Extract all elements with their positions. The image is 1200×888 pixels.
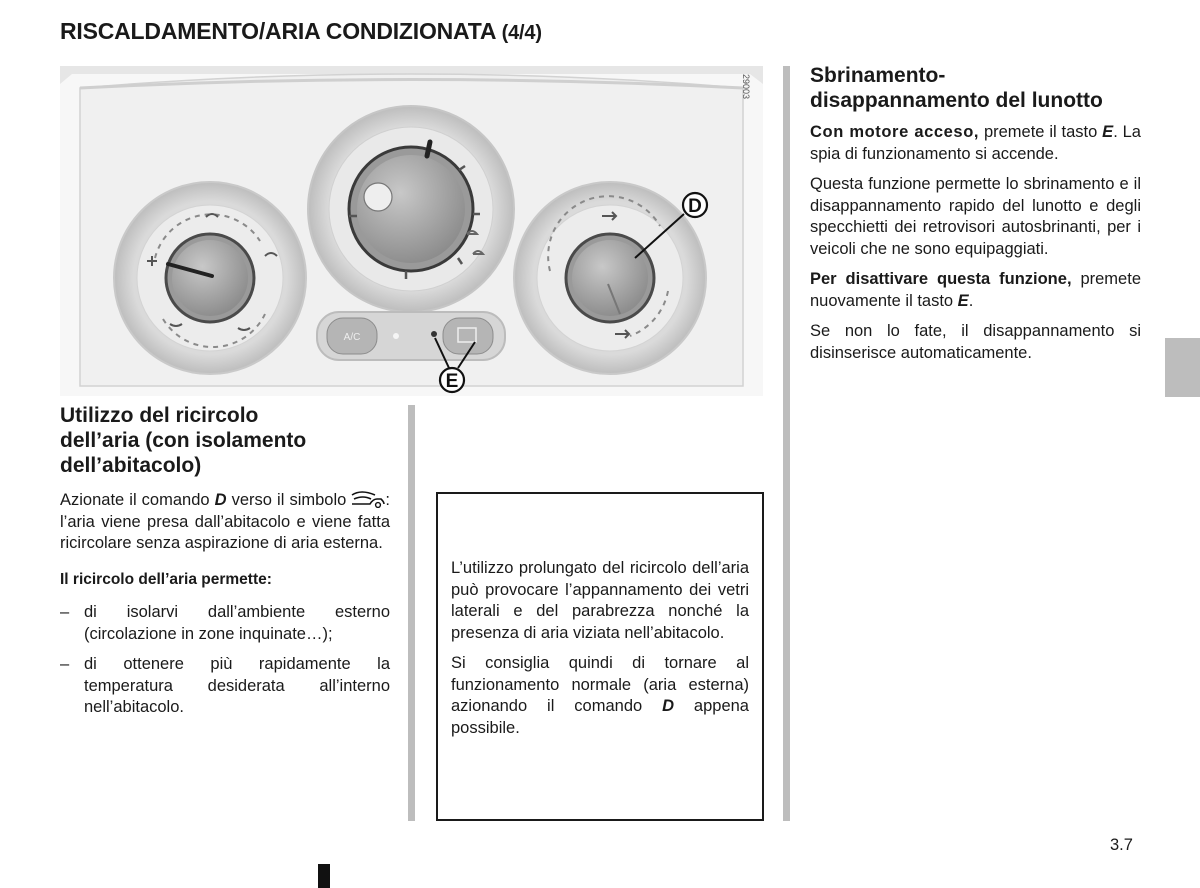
defrost-heading-line: disappannamento del lunotto: [810, 89, 1103, 112]
chapter-tab: [1165, 338, 1200, 397]
crop-mark: [318, 864, 330, 888]
note-paragraph-1: L’utilizzo prolungato del ricircolo dell’aria può provocare l’appannamento dei vetri laterali e del parabrezza nonché la presenza di aria viziata nell’abitacolo.: [451, 559, 749, 642]
defrost-text: premete nuovamente il tasto: [810, 270, 1141, 310]
defrost-text: premete il tasto: [979, 123, 1103, 141]
label-e: E: [445, 371, 459, 392]
defrost-paragraph-1: [810, 122, 1141, 165]
note-text: Si consiglia quindi di tornare al funzionamento normale (aria esterna) azionando il comando: [451, 654, 749, 715]
list-item: [60, 602, 390, 645]
label-d: D: [688, 196, 702, 217]
recirculation-heading-line: Utilizzo del ricircolo: [60, 404, 259, 427]
recirculation-intro: [60, 490, 390, 555]
recirculation-benefits-list: [60, 602, 390, 719]
note-box: [436, 492, 764, 821]
figure-code: 29003: [741, 74, 751, 100]
key-e: E: [957, 291, 969, 310]
defrost-heading: [810, 63, 1141, 113]
recirculation-heading-line: dell’abitacolo): [60, 454, 202, 477]
note-paragraph-2: [451, 653, 749, 739]
column-divider-right: [783, 66, 790, 821]
control-panel-figure: [60, 66, 763, 396]
key-e: E: [1102, 123, 1114, 141]
defrost-paragraph-4: Se non lo fate, il disappannamento si disinserisce automaticamente.: [810, 322, 1141, 362]
list-item-text: di isolarvi dall’ambiente esterno (circolazione in zone inquinate…);: [84, 603, 390, 643]
ac-button-label: A/C: [343, 332, 361, 343]
command-d: D: [214, 491, 227, 509]
intro-text: verso il simbolo: [226, 491, 347, 509]
intro-text: Azionate il comando: [60, 491, 215, 509]
page-title: [60, 18, 542, 45]
recirculation-section: [60, 403, 390, 728]
intro-text: : l’aria viene presa dall’abitacolo e viene fatta ricircolare senza aspirazione di aria esterna.: [60, 491, 390, 552]
defrost-section: [810, 63, 1141, 373]
command-d: D: [662, 697, 675, 715]
defrost-text: . La spia di funzionamento si accende.: [810, 123, 1141, 163]
list-dash: –: [60, 603, 70, 621]
recirculation-heading-line: dell’aria (con isolamento: [60, 429, 307, 452]
defrost-engine-on-label: Con motore acceso,: [810, 123, 980, 141]
defrost-heading-line: Sbrinamento-: [810, 64, 946, 87]
defrost-paragraph-2: Questa funzione permette lo sbrinamento e il disappannamento rapido del lunotto e degli specchietti dei retrovisori autosbrinanti, per i veicoli che ne sono equipaggiati.: [810, 175, 1141, 258]
page-number: 3.7: [1110, 836, 1133, 854]
column-divider-left: [408, 405, 415, 821]
recirculation-heading: [60, 403, 390, 478]
defrost-paragraph-3: [810, 269, 1141, 312]
recirculation-car-icon: [351, 490, 385, 508]
page-title-part: (4/4): [501, 22, 542, 44]
defrost-text: .: [968, 291, 974, 310]
note-text: appena possibile.: [451, 697, 749, 737]
list-item: [60, 654, 390, 719]
list-dash: –: [60, 655, 70, 673]
recirculation-allows-label: Il ricircolo dell’aria permette:: [60, 570, 272, 588]
page-title-text: RISCALDAMENTO/ARIA CONDIZIONATA: [60, 18, 496, 44]
list-item-text: di ottenere più rapidamente la temperatura desiderata all’interno nell’abitacolo.: [84, 655, 390, 716]
defrost-disable-label: Per disattivare questa funzione,: [810, 270, 1072, 288]
